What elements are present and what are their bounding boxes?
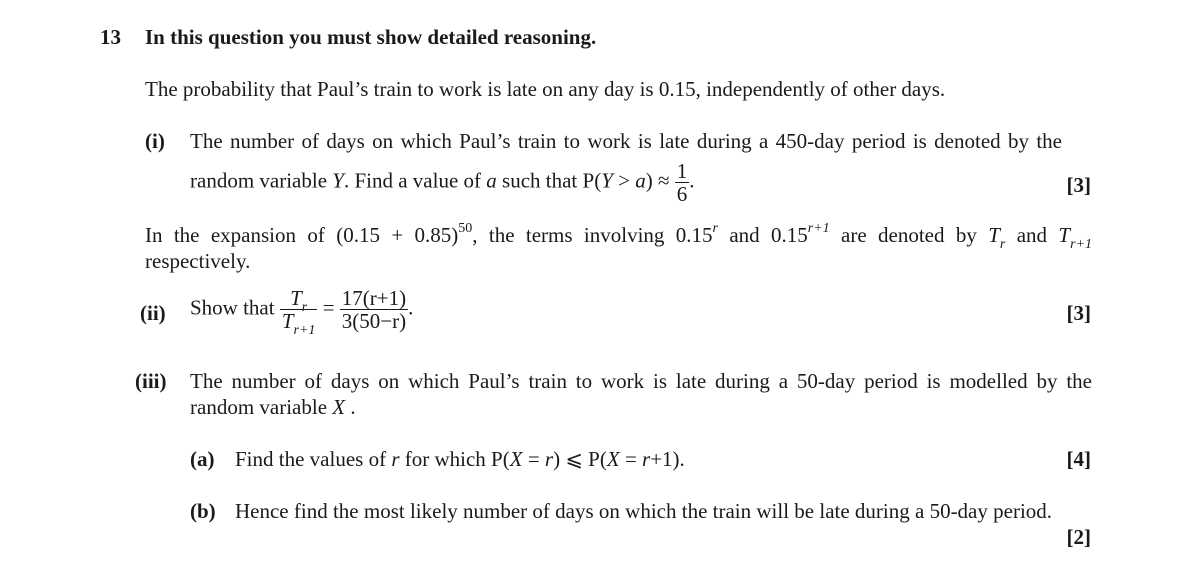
iii-a-e: = <box>619 447 643 471</box>
expansion-c: and 0.15 <box>717 223 808 247</box>
part-ii-show: Show that <box>190 295 280 320</box>
part-ii-body <box>190 286 414 338</box>
part-i-label: (i) <box>145 129 165 153</box>
expansion-a: In the expansion of (0.15 + 0.85) <box>145 223 459 247</box>
part-iii-a-label: (a) <box>190 447 215 471</box>
fraction-numerator: 1 <box>676 159 688 183</box>
power-r-plus-1: r+1 <box>807 221 830 236</box>
rhs-numerator: 17(r+1) <box>341 286 407 310</box>
part-iii-line2-a: random variable <box>190 395 333 419</box>
expansion-d: are denoted by <box>829 223 989 247</box>
subscript-r-plus-1: r+1 <box>1070 237 1092 252</box>
question-intro: The probability that Paul’s train to work is late on any day is 0.15, independently of other days. <box>145 77 946 101</box>
part-i-line2-c: such that P( <box>496 168 602 193</box>
iii-a-d: ) ⩽ P( <box>553 447 607 471</box>
part-i-line1: The number of days on which Paul’s train to work is late during a 450-day period is denoted by the <box>190 129 1062 153</box>
part-i-line2 <box>190 160 695 205</box>
t-ratio-denominator <box>280 309 318 338</box>
term-t-num: T <box>290 286 302 310</box>
part-iii-a-text <box>235 446 685 472</box>
expansion-e: and <box>1005 223 1059 247</box>
var-x-a1: X <box>509 447 523 471</box>
part-i-line2-a: random variable <box>190 168 333 193</box>
var-y: Y <box>332 168 344 193</box>
t-ratio-numerator <box>280 286 318 315</box>
part-iii-line2-b: . <box>345 395 356 419</box>
var-r: r <box>391 447 400 471</box>
t-ratio-fraction <box>280 286 318 338</box>
var-a-2: a <box>635 168 646 193</box>
rhs-fraction <box>340 287 408 332</box>
part-iii-a-marks: [4] <box>1066 447 1091 471</box>
subscript-r: r <box>999 237 1006 252</box>
part-i-marks: [3] <box>1066 173 1091 197</box>
term-t-den: T <box>281 309 294 333</box>
part-ii-label: (ii) <box>140 301 166 325</box>
part-i-line2-b: . Find a value of <box>343 168 487 193</box>
part-iii-b-label: (b) <box>190 499 216 523</box>
iii-a-a: Find the values of <box>235 447 392 471</box>
var-x: X <box>332 395 346 419</box>
one-sixth-fraction <box>675 160 690 205</box>
part-ii-end: . <box>408 295 414 320</box>
part-iii-line1: The number of days on which Paul’s train to work is late during a 50-day period is modelled by the <box>190 369 1092 393</box>
iii-a-f: +1). <box>650 447 685 471</box>
num-subscript-r: r <box>301 300 308 315</box>
expansion-b: , the terms involving 0.15 <box>472 223 713 247</box>
var-x-a2: X <box>606 447 620 471</box>
part-iii-line2 <box>190 394 356 420</box>
part-i-end: . <box>689 168 695 193</box>
iii-a-b: for which P( <box>399 447 510 471</box>
part-i-line2-e: ) ≈ <box>645 168 675 193</box>
expansion-line2: respectively. <box>145 249 251 273</box>
term-t: T <box>988 223 1000 247</box>
question-number: 13 <box>100 25 121 49</box>
part-ii-marks: [3] <box>1066 301 1091 325</box>
expansion-line1 <box>145 221 1092 252</box>
question-instruction: In this question you must show detailed reasoning. <box>145 25 597 49</box>
equals-sign: = <box>317 295 340 320</box>
var-r-2: r <box>544 447 554 471</box>
power-r: r <box>712 221 718 236</box>
iii-a-c: = <box>522 447 545 471</box>
den-subscript-r-plus-1: r+1 <box>293 323 316 338</box>
power-50: 50 <box>458 221 473 236</box>
part-iii-b-text: Hence find the most likely number of days on which the train will be late during a 50-day period. <box>235 499 1053 523</box>
part-i-line2-d: > <box>612 168 636 193</box>
rhs-denominator: 3(50−r) <box>341 309 407 333</box>
part-iii-b-marks: [2] <box>1066 525 1091 549</box>
var-r-3: r <box>642 447 651 471</box>
var-a: a <box>486 168 497 193</box>
part-iii-label: (iii) <box>135 369 167 393</box>
term-t-2: T <box>1058 223 1071 247</box>
fraction-denominator: 6 <box>676 182 688 206</box>
var-y-2: Y <box>601 168 613 193</box>
